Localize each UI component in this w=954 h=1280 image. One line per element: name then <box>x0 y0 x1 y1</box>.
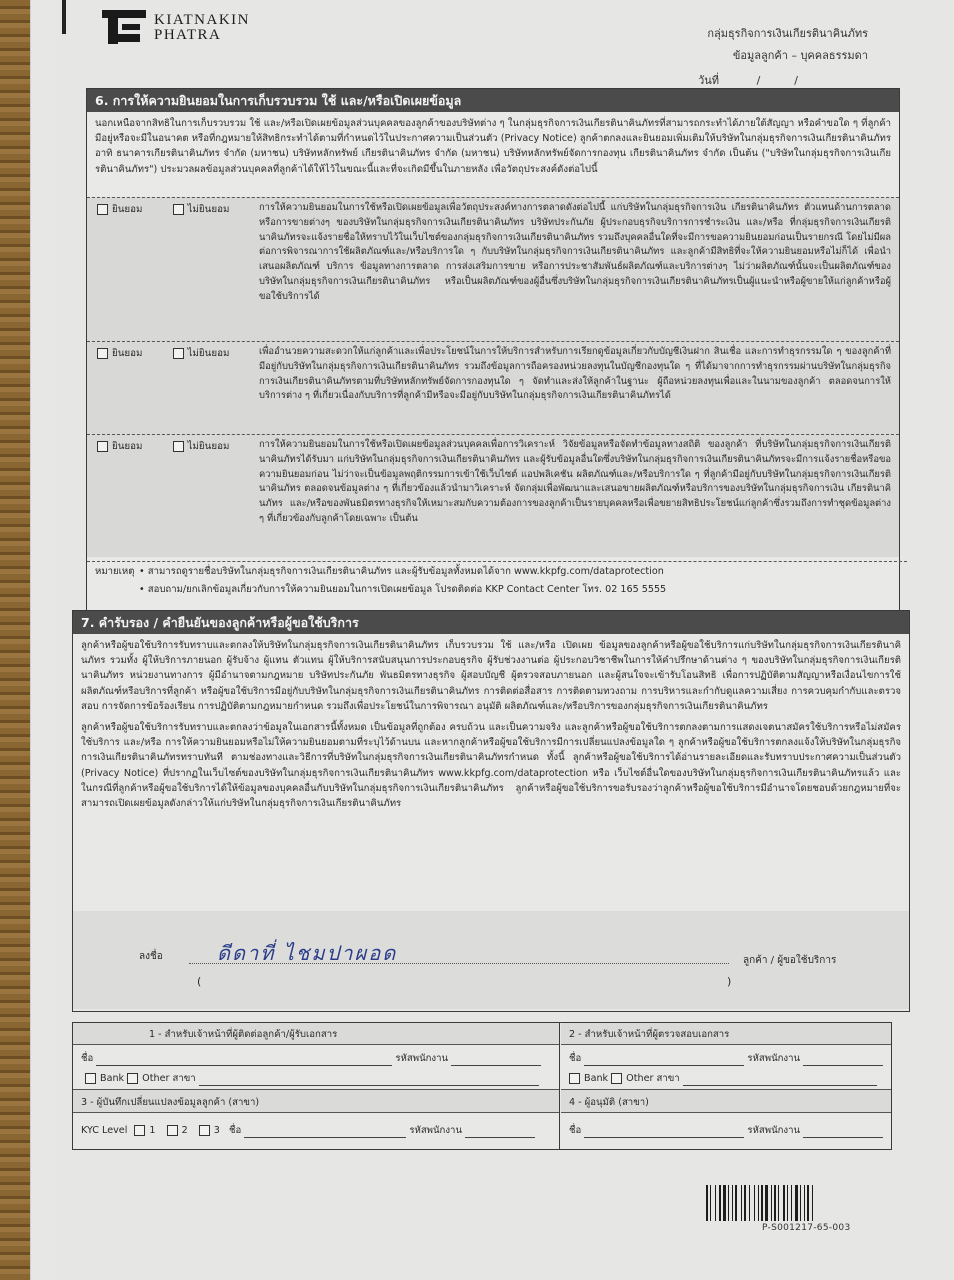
other-checkbox[interactable] <box>127 1073 138 1084</box>
barcode-bar <box>715 1185 716 1221</box>
consent-checkbox[interactable]: ยินยอม <box>97 346 143 361</box>
consent-item-text: เพื่ออำนวยความสะดวกให้แก่ลูกค้าและเพื่อประโยชน์ในการให้บริการสำหรับการเรียกดูข้อมูลเกี่ยวกับบัญชีเงินฝาก สินเชื่อ และการทำธุรกรรมใด ๆ ของลูกค้าที่มีอยู่กับบริษัทในกลุ่มธุรกิจการเงินเกียรตินาคินภัทร รวมถึงข้อมูลการถือครองหน่วยลงทุนในบัญชีกองทุนใด ๆ ที่ได้มาจากการทำธุรกรรมผ่านบริษัทในกลุ่มธุรกิจการเงินเกียรตินาคินภัทรตามที่บริษัทหลักทรัพย์จัดการกองทุนใด ๆ จัดทำและส่งให้ลูกค้าในฐานะ ผู้ถือหน่วยลงทุนเพื่อและในนามของลูกค้า ตลอดจนการให้บริการต่าง ๆ ที่เกี่ยวเนื่องกับบริการที่ลูกค้ามีหรือจะมีอยู่กับบริษัทในกลุ่มธุรกิจการเงินเกียรตินาคินภัทรได้ <box>259 346 891 402</box>
kyc-label: KYC Level <box>81 1125 128 1136</box>
kyc-level-3-checkbox[interactable] <box>199 1125 210 1136</box>
barcode-bar <box>771 1185 772 1221</box>
barcode-bar <box>765 1185 768 1221</box>
barcode-bar <box>761 1185 763 1221</box>
barcode-bar <box>812 1185 813 1221</box>
box4-name-input[interactable] <box>584 1127 744 1138</box>
box4-fields <box>561 1113 891 1149</box>
barcode <box>706 1185 886 1221</box>
box4-header <box>561 1090 891 1113</box>
barcode-bar <box>791 1185 792 1221</box>
consent-item-analytics <box>87 434 899 557</box>
decline-checkbox[interactable]: ไม่ยินยอม <box>173 202 230 217</box>
section-7-para2: ลูกค้าหรือผู้ขอใช้บริการรับทราบและตกลงว่าข้อมูลในเอกสารนี้ทั้งหมด เป็นข้อมูลที่ถูกต้อง ครบถ้วน และเป็นความจริง และลูกค้าหรือผู้ขอใช้บริการตกลงตามการแสดงเจตนาสมัครใช้บริการหรือไม่สมัครใช้บริการ และ/หรือ การให้ความยินยอมหรือไม่ให้ความยินยอมตามที่ระบุไว้ด้านบน และหากลูกค้าหรือผู้ขอใช้บริการมีการเปลี่ยนแปลงข้อมูลใด ๆ ลูกค้าหรือผู้ขอใช้บริการตกลงแจ้งให้บริษัทในกลุ่มธุรกิจการเงินเกียรตินาคินภัทรทราบทันที ตามช่องทางและวิธีการที่บริษัทในกลุ่มธุรกิจการเงินเกียรตินาคินภัทรกำหนด ทั้งนี้ ลูกค้าหรือผู้ขอใช้บริการได้อ่านรายละเอียดและรับทราบประกาศความเป็นส่วนตัว (Privacy Notice) ที่ปรากฏในเว็บไซต์ของบริษัทในกลุ่มธุรกิจการเงินเกียรตินาคินภัทร www.kkpfg.com/dataprotection หรือ เว็บไซต์อื่นใดของบริษัทในกลุ่มธุรกิจการเงินเกียรตินาคินภัทรแล้ว และในกรณีที่ลูกค้าหรือผู้ขอใช้บริการได้ให้ข้อมูลของบุคคลอื่นกับบริษัทในกลุ่มธุรกิจการเงินเกียรตินาคินภัทร ลูกค้าหรือผู้ขอใช้บริการขอรับรองว่าลูกค้าหรือผู้ขอใช้บริการมีอำนาจโดยชอบด้วยกฎหมายที่จะสามารถเปิดเผยข้อมูลดังกล่าวให้แก่บริษัทในกลุ่มธุรกิจการเงินเกียรตินาคินภัทร <box>81 722 901 810</box>
consent-item-marketing <box>87 197 899 342</box>
box1-branch-input[interactable] <box>199 1075 539 1086</box>
barcode-bar <box>728 1185 729 1221</box>
box3-name-input[interactable] <box>244 1127 406 1138</box>
logo-line2: PHATRA <box>154 27 222 43</box>
box2-fields: ชื่อ รหัสพนักงาน Bank Other สาขา <box>561 1045 891 1090</box>
bank-checkbox[interactable] <box>569 1073 580 1084</box>
box1-header <box>73 1023 559 1045</box>
sign-role: ลูกค้า / ผู้ขอใช้บริการ <box>743 955 837 966</box>
decline-checkbox[interactable]: ไม่ยินยอม <box>173 346 230 361</box>
barcode-bar <box>744 1185 746 1221</box>
box4-title: 4 - ผู้อนุมัติ (สาขา) <box>569 1097 649 1108</box>
box1-code-input[interactable] <box>451 1055 541 1066</box>
signature-area <box>73 911 909 1009</box>
date-field[interactable]: วันที่ / / <box>698 71 868 89</box>
barcode-text: P-S001217-65-003 <box>762 1223 851 1233</box>
section-6-consent <box>86 88 900 612</box>
staff-use-table <box>72 1022 892 1150</box>
kkp-logo <box>102 8 250 48</box>
note-item: • สามารถดูรายชื่อบริษัทในกลุ่มธุรกิจการเงินเกียรตินาคินภัทร และผู้รับข้อมูลทั้งหมดได้จาก www.kkpfg.com/dataprotection <box>139 566 664 577</box>
other-checkbox[interactable] <box>611 1073 622 1084</box>
consent-checkbox[interactable]: ยินยอม <box>97 202 143 217</box>
barcode-bar <box>719 1185 721 1221</box>
kyc-level-1-checkbox[interactable] <box>134 1125 145 1136</box>
date-label: วันที่ <box>698 74 720 87</box>
barcode-bar <box>778 1185 779 1221</box>
checkbox-icon[interactable] <box>173 348 184 359</box>
bank-checkbox[interactable] <box>85 1073 96 1084</box>
barcode-bar <box>800 1185 801 1221</box>
checkbox-icon[interactable] <box>97 348 108 359</box>
note-item: • สอบถาม/ยกเลิกข้อมูลเกี่ยวกับการให้ความยินยอมในการเปิดเผยข้อมูล โปรดติดต่อ KKP Contact Center โทร. 02 165 5555 <box>139 584 667 595</box>
barcode-bar <box>735 1185 737 1221</box>
consent-item-text: การให้ความยินยอมในการใช้หรือเปิดเผยข้อมูลส่วนบุคคลเพื่อการวิเคราะห์ วิจัยข้อมูลหรือจัดทำข้อมูลทางสถิติ ของลูกค้า ที่บริษัทในกลุ่มธุรกิจการเงินเกียรตินาคินภัทรได้รับมา แก่บริษัทในกลุ่มธุรกิจการเงินเกียรตินาคินภัทร และผู้รับข้อมูลอื่นใดซึ่งบริษัทในกลุ่มธุรกิจการเงินเกียรตินาคินภัทรจะมีการแจ้งรายชื่อหรือขอความยินยอมก่อน ไม่ว่าจะเป็นข้อมูลพฤติกรรมการเข้าใช้เว็บไซต์ แอปพลิเคชัน ผลิตภัณฑ์และ/หรือบริการใด ๆ ที่ลูกค้ามีอยู่กับบริษัทในกลุ่มธุรกิจการเงินเกียรตินาคินภัทร ตลอดจนข้อมูลต่าง ๆ ที่เกี่ยวข้องแล้วนำมาวิเคราะห์ จัดกลุ่มเพื่อพัฒนาและเสนอขายผลิตภัณฑ์หรือบริการของบริษัทในกลุ่มธุรกิจการเงิน เกียรตินาคินภัทร และ/หรือของพันธมิตรทางธุรกิจให้เหมาะสมกับความต้องการของลูกค้าเป็นรายบุคคลหรือเพื่อขยายสิทธิประโยชน์แก่ลูกค้าซึ่งรวมถึงการทำชุดข้อมูลต่าง ๆ ที่เกี่ยวข้องกับลูกค้าโดยเฉพาะ เป็นต้น <box>259 439 891 524</box>
barcode-bar <box>710 1185 711 1221</box>
box4-code-input[interactable] <box>803 1127 883 1138</box>
printed-name-open: ( <box>197 975 202 988</box>
kyc-level-2-checkbox[interactable] <box>167 1125 178 1136</box>
code-label: รหัสพนักงาน <box>395 1053 449 1064</box>
checkbox-icon[interactable] <box>173 204 184 215</box>
decline-checkbox[interactable]: ไม่ยินยอม <box>173 439 230 454</box>
barcode-bar <box>749 1185 750 1221</box>
handwritten-signature: ดีดาที่ ไชมปาผอด <box>217 941 398 965</box>
box3-fields: KYC Level 1 2 3 ชื่อ รหัสพนักงาน <box>73 1113 559 1149</box>
consent-checkbox[interactable]: ยินยอม <box>97 439 143 454</box>
section-7-certification <box>72 610 910 1012</box>
box3-code-input[interactable] <box>465 1127 535 1138</box>
barcode-bar <box>783 1185 785 1221</box>
barcode-bar <box>741 1185 742 1221</box>
barcode-bar <box>754 1185 755 1221</box>
barcode-bar <box>807 1185 809 1221</box>
name-label: ชื่อ <box>569 1125 582 1136</box>
form-type: ข้อมูลลูกค้า – บุคคลธรรมดา <box>732 49 868 62</box>
box1-name-input[interactable] <box>96 1055 392 1066</box>
logo-line1: KIATNAKIN <box>154 12 250 28</box>
consent-item-text: การให้ความยินยอมในการใช้หรือเปิดเผยข้อมูลเพื่อวัตถุประสงค์ทางการตลาดดังต่อไปนี้ แก่บริษัทในกลุ่มธุรกิจการเงิน เกียรตินาคินภัทร ตัวแทนด้านการตลาดหรือการขายต่างๆ ของบริษัทในกลุ่มธุรกิจการเงินเกียรตินาคินภัทร บริษัทประกันภัย ผู้ประกอบธุรกิจบริการการชำระเงิน และ/หรือ ที่กลุ่มธุรกิจการเงินเกียรตินาคินภัทรจะแจ้งรายชื่อให้ทราบไว้ในเว็บไซต์ของกลุ่มธุรกิจการเงินเกียรตินาคินภัทร รวมถึงบุคคลอื่นใดที่จะมีการขอความยินยอมก่อนเป็นรายกรณี โดยไม่มีผลต่อการพิจารณาการใช้ผลิตภัณฑ์และ/หรือบริการใด ๆ กับบริษัทในกลุ่มธุรกิจการเงินเกียรตินาคินภัทร และลูกค้ามีสิทธิที่จะให้ความยินยอมหรือไม่ก็ได้ เพื่อนำเสนอผลิตภัณฑ์ บริการ ข้อมูลทางการตลาด การส่งเสริมการขาย หรือการประชาสัมพันธ์ผลิตภัณฑ์และบริการต่างๆ ไม่ว่าผลิตภัณฑ์นั้นจะเป็นผลิตภัณฑ์ของบริษัทในกลุ่มธุรกิจการเงินเกียรตินาคินภัทร หรือเป็นผลิตภัณฑ์ของผู้อื่นซึ่งบริษัทในกลุ่มธุรกิจการเงินเกียรตินาคินภัทรเป็นผู้แนะนำหรือผู้ขายให้แก่ลูกค้าหรือผู้ขอใช้บริการได้ <box>259 202 891 302</box>
box1-fields: ชื่อ รหัสพนักงาน Bank Other สาขา <box>73 1045 559 1090</box>
consent-item-account-info <box>87 341 899 435</box>
staff-column-left <box>73 1023 560 1149</box>
barcode-bar <box>787 1185 788 1221</box>
code-label: รหัสพนักงาน <box>747 1053 801 1064</box>
staff-column-right <box>561 1023 891 1149</box>
barcode-bar <box>774 1185 776 1221</box>
box2-name-input[interactable] <box>584 1055 744 1066</box>
barcode-bar <box>795 1185 798 1221</box>
box3-title: 3 - ผู้บันทึกเปลี่ยนแปลงข้อมูลลูกค้า (สาขา) <box>81 1097 260 1108</box>
name-label: ชื่อ <box>81 1053 94 1064</box>
checkbox-icon[interactable] <box>173 441 184 452</box>
binder-edge <box>62 0 66 34</box>
name-label: ชื่อ <box>569 1053 582 1064</box>
section-7-title: 7. คำรับรอง / คำยืนยันของลูกค้าหรือผู้ขอใช้บริการ <box>73 611 909 634</box>
kkp-logo-icon <box>102 8 146 48</box>
group-name: กลุ่มธุรกิจการเงินเกียรตินาคินภัทร <box>707 27 868 40</box>
code-label: รหัสพนักงาน <box>747 1125 801 1136</box>
sign-label: ลงชื่อ <box>139 951 163 962</box>
barcode-bar <box>732 1185 733 1221</box>
barcode-bar <box>723 1185 726 1221</box>
checkbox-icon[interactable] <box>97 441 108 452</box>
box2-branch-input[interactable] <box>683 1075 877 1086</box>
name-label: ชื่อ <box>228 1125 242 1136</box>
section-6-intro: นอกเหนือจากสิทธิในการเก็บรวบรวม ใช้ และ/หรือเปิดเผยข้อมูลส่วนบุคคลของลูกค้าของบริษัทต่าง ๆ ในกลุ่มธุรกิจการเงินเกียรตินาคินภัทรที่สามารถกระทำได้ภายใต้สัญญา หรือคำขอใด ๆ ที่ลูกค้ามีอยู่หรือจะมีในอนาคต หรือที่กฎหมายให้สิทธิกระทำได้ตามที่กำหนดไว้ในประกาศความเป็นส่วนตัว (Privacy Notice) ลูกค้าตกลงและยินยอมเพิ่มเติมให้บริษัทในกลุ่มธุรกิจการเงินเกียรตินาคินภัทร อาทิ ธนาคารเกียรตินาคินภัทร จำกัด (มหาชน) บริษัทหลักทรัพย์ เกียรตินาคินภัทร จำกัด (มหาชน) บริษัทหลักทรัพย์จัดการกองทุน เกียรตินาคินภัทร จำกัด เป็นต้น ("บริษัทในกลุ่มธุรกิจการเงินเกียรตินาคินภัทร") ประมวลผลข้อมูลส่วนบุคคลที่ลูกค้าได้ให้ไว้ในขณะนี้และที่จะเกิดมีขึ้นในภายหลัง เพื่อวัตถุประสงค์ดังต่อไปนี้ <box>95 118 891 175</box>
section-7-para1: ลูกค้าหรือผู้ขอใช้บริการรับทราบและตกลงให้บริษัทในกลุ่มธุรกิจการเงินเกียรตินาคินภัทร เก็บรวบรวม ใช้ และ/หรือ เปิดเผย ข้อมูลของลูกค้าหรือผู้ขอใช้บริการแก่บริษัทในกลุ่มธุรกิจการเงินเกียรตินาคินภัทร รวมทั้ง ผู้ให้บริการภายนอก ผู้รับจ้าง ผู้แทน ตัวแทน ผู้ให้บริการสนับสนุนการประกอบธุรกิจ ผู้รับช่วงงานต่อ ผู้ประกอบวิชาชีพในการให้คำปรึกษาด้านต่าง ๆ ของบริษัทในกลุ่มธุรกิจการเงินเกียรตินาคินภัทร หน่วยงานทางการ ผู้มีอำนาจตามกฎหมาย บริษัทประกันภัย พันธมิตรทางธุรกิจ ผู้สอบบัญชี ผู้ตรวจสอบภายนอก และผู้สนใจจะเข้ารับโอนสิทธิ เพื่อการปฏิบัติตามสัญญาหรือเงื่อนไขการใช้ผลิตภัณฑ์หรือบริการที่ลูกค้า หรือผู้ขอใช้บริการมีอยู่กับบริษัทในกลุ่มธุรกิจการเงินเกียรตินาคินภัทร การติดต่อสื่อสาร การติดตามทวงถาม การบริหารและกำกับดูแลความเสี่ยง การควบคุมกำกับและตรวจสอบ การจัดการข้อร้องเรียน การปฏิบัติตามกฎหมายกำหนด รวมถึงเพื่อประโยชน์ในการพิจารณา อนุมัติ ผลิตภัณฑ์และ/หรือบริการของกลุ่มธุรกิจการเงินเกียรตินาคินภัทร <box>81 640 901 712</box>
code-label: รหัสพนักงาน <box>409 1125 462 1136</box>
printed-name-close: ) <box>727 975 732 988</box>
checkbox-icon[interactable] <box>97 204 108 215</box>
notes-label: หมายเหตุ <box>95 566 135 577</box>
section-6-title: 6. การให้ความยินยอมในการเก็บรวบรวม ใช้ และ/หรือเปิดเผยข้อมูล <box>87 89 899 112</box>
barcode-bar <box>706 1185 708 1221</box>
barcode-bar <box>758 1185 759 1221</box>
box2-title: 2 - สำหรับเจ้าหน้าที่ผู้ตรวจสอบเอกสาร <box>569 1029 730 1040</box>
barcode-bar <box>804 1185 805 1221</box>
box2-header <box>561 1023 891 1045</box>
notes <box>87 561 907 595</box>
box3-header <box>73 1090 559 1113</box>
box1-title: 1 - สำหรับเจ้าหน้าที่ผู้ติดต่อลูกค้า/ผู้รับเอกสาร <box>149 1029 338 1040</box>
box2-code-input[interactable] <box>803 1055 883 1066</box>
